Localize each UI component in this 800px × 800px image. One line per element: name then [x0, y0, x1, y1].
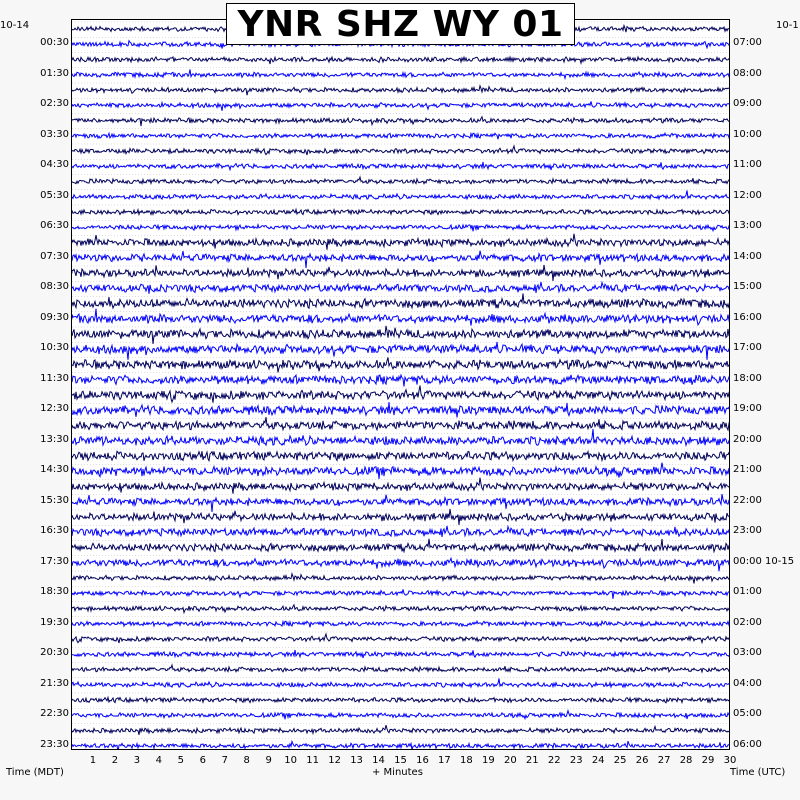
seismic-trace [72, 574, 730, 584]
x-tick-label: 23 [569, 755, 583, 766]
seismic-trace [72, 589, 730, 598]
right-time-label: 03:00 [733, 647, 762, 659]
trace-area [72, 20, 730, 750]
left-time-label: 05:30 [40, 189, 69, 201]
x-tick-label: 4 [155, 755, 163, 766]
x-tick-label: 1 [89, 755, 97, 766]
seismic-trace [72, 558, 730, 571]
seismic-trace [72, 191, 730, 200]
seismic-trace [72, 177, 730, 184]
left-time-label: 11:30 [40, 372, 69, 384]
right-time-label: 07:00 [733, 37, 762, 49]
seismic-trace [72, 509, 730, 525]
right-time-label: 14:00 [733, 250, 762, 262]
seismic-trace [72, 386, 730, 403]
seismic-trace [72, 342, 730, 360]
right-time-label: 00:00 10-15 [733, 555, 795, 567]
x-tick-label: 19 [481, 755, 495, 766]
seismic-trace [72, 210, 730, 215]
seismic-trace [72, 234, 730, 250]
right-time-label: 04:00 [733, 677, 762, 689]
x-tick-label: 10 [284, 755, 298, 766]
x-tick-label: 7 [221, 755, 228, 766]
x-tick-label: 25 [613, 755, 627, 766]
right-time-label: 16:00 [733, 311, 762, 323]
left-time-label: 21:30 [40, 677, 69, 689]
left-time-label: 12:30 [40, 403, 69, 415]
seismic-trace [72, 698, 730, 703]
seismic-trace [72, 293, 730, 308]
x-tick-label: 21 [525, 755, 539, 766]
seismic-trace [72, 539, 730, 552]
x-tick-label: 8 [243, 755, 250, 766]
right-time-label: 02:00 [733, 616, 762, 628]
right-time-label: 21:00 [733, 464, 762, 476]
seismic-trace [72, 265, 730, 281]
right-time-label: 11:00 [733, 159, 762, 171]
seismic-trace [72, 621, 730, 627]
seismic-trace [72, 375, 730, 387]
left-time-label: 22:30 [40, 708, 69, 720]
x-tick-label: 17 [438, 755, 451, 766]
right-time-label: 08:00 [733, 67, 762, 79]
seismic-trace [72, 162, 730, 170]
left-time-label: 04:30 [40, 159, 69, 171]
right-time-label: 12:00 [733, 189, 762, 201]
seismic-trace [72, 725, 730, 735]
seismic-trace [72, 117, 730, 126]
seismic-trace [72, 70, 730, 79]
left-time-label: 15:30 [40, 494, 69, 506]
x-axis-title: + Minutes [372, 767, 423, 778]
x-tick-label: 30 [723, 755, 737, 766]
seismic-trace [72, 526, 730, 537]
left-time-label: 02:30 [40, 98, 69, 110]
x-tick-label: 27 [657, 755, 671, 766]
right-axis-title: Time (UTC) [730, 767, 786, 778]
x-tick-label: 11 [306, 755, 319, 766]
x-tick-label: 3 [133, 755, 141, 766]
right-time-label: 18:00 [733, 372, 762, 384]
right-time-label: 06:00 [733, 738, 762, 750]
left-time-label: 01:30 [40, 67, 69, 79]
seismic-trace [72, 650, 730, 658]
x-tick-label: 15 [394, 755, 407, 766]
seismic-trace [72, 326, 730, 344]
right-time-label: 09:00 [733, 98, 762, 110]
right-time-label: 13:00 [733, 220, 762, 232]
seismic-trace [72, 417, 730, 430]
left-time-label: 08:30 [40, 281, 69, 293]
left-time-label: 09:30 [40, 311, 69, 323]
seismic-trace [72, 451, 730, 461]
x-tick-label: 13 [350, 755, 363, 766]
left-time-label: 20:30 [40, 647, 69, 659]
x-tick-label: 29 [701, 755, 715, 766]
left-time-label: 03:30 [40, 128, 69, 140]
left-time-label: 07:30 [40, 250, 69, 262]
chart-title-box [226, 3, 575, 45]
x-tick-label: 6 [199, 755, 206, 766]
seismic-trace [72, 429, 730, 445]
seismic-trace [72, 665, 730, 672]
x-tick-label: 22 [547, 755, 561, 766]
left-time-label: 14:30 [40, 464, 69, 476]
right-time-label: 23:00 [733, 525, 762, 537]
seismic-trace [72, 57, 730, 64]
x-tick-label: 16 [416, 755, 429, 766]
right-time-label: 20:00 [733, 433, 762, 445]
x-tick-label: 20 [503, 755, 517, 766]
seismic-trace [72, 463, 730, 479]
seismic-trace [72, 282, 730, 294]
left-time-label: 10:30 [40, 342, 69, 354]
right-date-label: 10-1 [776, 20, 799, 31]
seismic-trace [72, 605, 730, 613]
seismic-trace [72, 634, 730, 643]
seismic-trace [72, 309, 730, 326]
left-time-label: 00:30 [40, 37, 69, 49]
left-time-label: 18:30 [40, 586, 69, 598]
seismic-trace [72, 478, 730, 494]
chart-title: YNR SHZ WY 01 [237, 3, 564, 45]
left-time-label: 16:30 [40, 525, 69, 537]
seismic-trace [72, 494, 730, 512]
x-tick-label: 9 [265, 755, 272, 766]
x-tick-label: 14 [372, 755, 385, 766]
right-time-label: 01:00 [733, 586, 762, 598]
seismic-trace [72, 357, 730, 372]
left-time-label: 17:30 [40, 555, 69, 567]
seismic-trace [72, 101, 730, 110]
seismic-trace [72, 133, 730, 139]
right-time-label: 05:00 [733, 708, 762, 720]
x-tick-label: 5 [177, 755, 185, 766]
seismic-trace [72, 402, 730, 417]
left-time-label: 19:30 [40, 616, 69, 628]
right-time-label: 15:00 [733, 281, 762, 293]
left-axis-title: Time (MDT) [6, 767, 64, 778]
x-tick-label: 28 [679, 755, 693, 766]
x-tick-label: 18 [460, 755, 473, 766]
seismic-trace [72, 679, 730, 688]
seismic-trace [72, 741, 730, 750]
x-tick-label: 12 [328, 755, 341, 766]
seismic-trace [72, 711, 730, 720]
right-time-label: 22:00 [733, 494, 762, 506]
left-time-label: 06:30 [40, 220, 69, 232]
right-time-label: 17:00 [733, 342, 762, 354]
x-tick-label: 24 [591, 755, 605, 766]
right-time-label: 19:00 [733, 403, 762, 415]
x-tick-label: 2 [111, 755, 119, 766]
left-date-label: 10-14 [0, 20, 30, 31]
right-time-label: 10:00 [733, 128, 762, 140]
seismic-trace [72, 225, 730, 232]
seismic-trace [72, 146, 730, 155]
left-time-label: 23:30 [40, 738, 69, 750]
x-tick-label: 26 [635, 755, 649, 766]
helicorder-plot [71, 19, 730, 750]
seismic-trace [72, 86, 730, 95]
seismic-trace [72, 251, 730, 268]
left-time-label: 13:30 [40, 433, 69, 445]
